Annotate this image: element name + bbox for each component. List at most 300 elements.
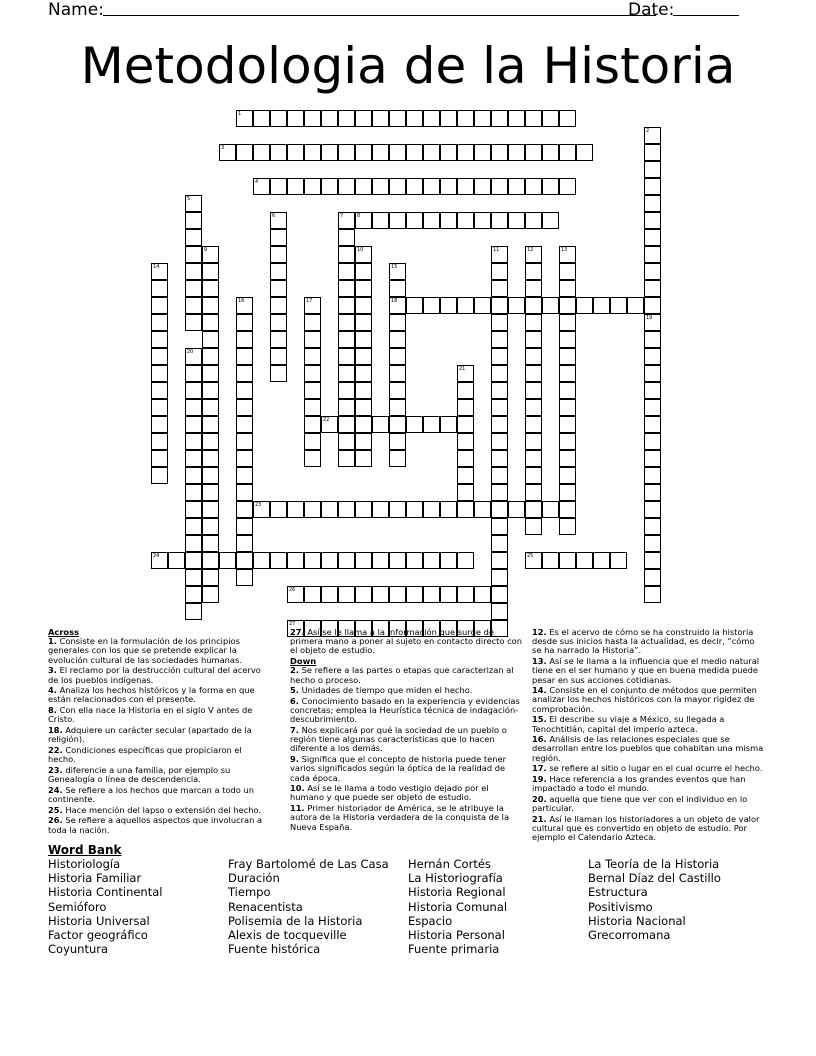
grid-cell[interactable] <box>644 450 661 467</box>
grid-cell[interactable] <box>304 382 321 399</box>
grid-cell[interactable] <box>406 297 423 314</box>
grid-cell[interactable] <box>236 450 253 467</box>
grid-cell[interactable] <box>236 535 253 552</box>
grid-cell[interactable] <box>338 552 355 569</box>
grid-cell[interactable] <box>457 450 474 467</box>
grid-cell[interactable] <box>151 331 168 348</box>
grid-cell[interactable] <box>644 348 661 365</box>
grid-cell[interactable] <box>270 331 287 348</box>
grid-cell[interactable] <box>321 144 338 161</box>
grid-cell[interactable] <box>440 586 457 603</box>
grid-cell[interactable] <box>185 433 202 450</box>
grid-cell[interactable] <box>338 110 355 127</box>
grid-cell[interactable] <box>151 399 168 416</box>
grid-cell[interactable] <box>151 280 168 297</box>
grid-cell[interactable] <box>644 501 661 518</box>
grid-cell[interactable] <box>338 348 355 365</box>
grid-cell[interactable] <box>287 144 304 161</box>
grid-cell[interactable] <box>236 144 253 161</box>
grid-cell[interactable] <box>236 399 253 416</box>
grid-cell[interactable] <box>185 246 202 263</box>
grid-cell[interactable] <box>559 416 576 433</box>
grid-cell[interactable] <box>406 416 423 433</box>
grid-cell[interactable] <box>457 399 474 416</box>
grid-cell[interactable] <box>287 552 304 569</box>
grid-cell[interactable] <box>559 467 576 484</box>
grid-cell[interactable] <box>338 501 355 518</box>
grid-cell[interactable] <box>151 314 168 331</box>
grid-cell[interactable] <box>253 552 270 569</box>
grid-cell[interactable] <box>355 450 372 467</box>
grid-cell[interactable] <box>287 501 304 518</box>
grid-cell[interactable] <box>559 433 576 450</box>
grid-cell[interactable] <box>644 535 661 552</box>
grid-cell[interactable] <box>440 297 457 314</box>
grid-cell[interactable] <box>508 297 525 314</box>
grid-cell[interactable] <box>185 365 202 382</box>
grid-cell[interactable] <box>491 433 508 450</box>
grid-cell[interactable] <box>355 178 372 195</box>
grid-cell[interactable] <box>236 433 253 450</box>
grid-cell[interactable] <box>491 314 508 331</box>
grid-cell[interactable] <box>491 518 508 535</box>
grid-cell[interactable] <box>202 416 219 433</box>
grid-cell[interactable] <box>389 144 406 161</box>
grid-cell[interactable] <box>406 110 423 127</box>
grid-cell[interactable] <box>508 110 525 127</box>
grid-cell[interactable] <box>491 603 508 620</box>
grid-cell[interactable] <box>304 586 321 603</box>
grid-cell[interactable] <box>355 110 372 127</box>
grid-cell[interactable] <box>389 586 406 603</box>
grid-cell[interactable] <box>372 212 389 229</box>
grid-cell[interactable] <box>423 178 440 195</box>
grid-cell[interactable] <box>593 552 610 569</box>
grid-cell[interactable] <box>406 552 423 569</box>
grid-cell[interactable] <box>559 110 576 127</box>
grid-cell[interactable] <box>236 484 253 501</box>
grid-cell[interactable] <box>304 331 321 348</box>
grid-cell[interactable] <box>491 552 508 569</box>
grid-cell[interactable] <box>525 501 542 518</box>
grid-cell[interactable] <box>457 433 474 450</box>
grid-cell[interactable] <box>389 433 406 450</box>
grid-cell[interactable] <box>542 552 559 569</box>
grid-cell[interactable] <box>644 331 661 348</box>
grid-cell[interactable] <box>185 518 202 535</box>
grid-cell[interactable] <box>202 331 219 348</box>
grid-cell[interactable] <box>389 382 406 399</box>
grid-cell[interactable] <box>508 501 525 518</box>
grid-cell[interactable] <box>389 416 406 433</box>
grid-cell[interactable] <box>474 212 491 229</box>
grid-cell[interactable] <box>559 552 576 569</box>
grid-cell[interactable] <box>202 263 219 280</box>
grid-cell[interactable] <box>151 416 168 433</box>
grid-cell[interactable] <box>372 552 389 569</box>
grid-cell[interactable] <box>304 348 321 365</box>
grid-cell[interactable] <box>423 110 440 127</box>
grid-cell[interactable] <box>185 314 202 331</box>
grid-cell[interactable] <box>338 229 355 246</box>
grid-cell[interactable] <box>389 314 406 331</box>
grid-cell[interactable] <box>185 280 202 297</box>
grid-cell[interactable] <box>525 314 542 331</box>
grid-cell[interactable] <box>338 144 355 161</box>
grid-cell[interactable] <box>270 552 287 569</box>
grid-cell[interactable] <box>372 586 389 603</box>
grid-cell[interactable] <box>644 467 661 484</box>
grid-cell[interactable] <box>440 416 457 433</box>
grid-cell[interactable] <box>525 263 542 280</box>
grid-cell[interactable] <box>236 382 253 399</box>
grid-cell[interactable] <box>338 314 355 331</box>
grid-cell[interactable] <box>270 297 287 314</box>
grid-cell[interactable] <box>185 382 202 399</box>
grid-cell[interactable] <box>202 569 219 586</box>
grid-cell[interactable] <box>355 501 372 518</box>
grid-cell[interactable] <box>610 297 627 314</box>
grid-cell[interactable] <box>457 484 474 501</box>
grid-cell[interactable] <box>185 569 202 586</box>
grid-cell[interactable] <box>202 297 219 314</box>
grid-cell[interactable] <box>253 110 270 127</box>
grid-cell[interactable] <box>525 382 542 399</box>
grid-cell[interactable] <box>202 314 219 331</box>
grid-cell[interactable] <box>457 501 474 518</box>
grid-cell[interactable] <box>542 178 559 195</box>
grid-cell[interactable] <box>270 246 287 263</box>
grid-cell[interactable] <box>525 518 542 535</box>
grid-cell[interactable] <box>491 365 508 382</box>
grid-cell[interactable] <box>151 348 168 365</box>
grid-cell[interactable] <box>236 416 253 433</box>
grid-cell[interactable] <box>491 212 508 229</box>
grid-cell[interactable] <box>644 229 661 246</box>
grid-cell[interactable] <box>559 331 576 348</box>
grid-cell[interactable] <box>185 263 202 280</box>
grid-cell[interactable] <box>406 178 423 195</box>
grid-cell[interactable] <box>355 399 372 416</box>
grid-cell[interactable] <box>525 144 542 161</box>
grid-cell[interactable] <box>338 365 355 382</box>
grid-cell[interactable] <box>508 212 525 229</box>
grid-cell[interactable] <box>610 552 627 569</box>
grid-cell[interactable] <box>287 178 304 195</box>
grid-cell[interactable] <box>355 314 372 331</box>
grid-cell[interactable] <box>202 484 219 501</box>
grid-cell[interactable] <box>304 399 321 416</box>
grid-cell[interactable] <box>644 518 661 535</box>
grid-cell[interactable] <box>236 331 253 348</box>
grid-cell[interactable] <box>389 348 406 365</box>
grid-cell[interactable] <box>304 110 321 127</box>
grid-cell[interactable] <box>168 552 185 569</box>
grid-cell[interactable] <box>559 178 576 195</box>
grid-cell[interactable] <box>457 586 474 603</box>
grid-cell[interactable] <box>559 399 576 416</box>
grid-cell[interactable] <box>304 433 321 450</box>
grid-cell[interactable] <box>236 518 253 535</box>
grid-cell[interactable] <box>185 501 202 518</box>
grid-cell[interactable] <box>491 569 508 586</box>
grid-cell[interactable] <box>644 161 661 178</box>
grid-cell[interactable] <box>525 467 542 484</box>
grid-cell[interactable] <box>559 348 576 365</box>
grid-cell[interactable] <box>389 178 406 195</box>
grid-cell[interactable] <box>491 331 508 348</box>
grid-cell[interactable] <box>644 586 661 603</box>
grid-cell[interactable] <box>185 586 202 603</box>
grid-cell[interactable] <box>321 110 338 127</box>
grid-cell[interactable] <box>576 144 593 161</box>
grid-cell[interactable] <box>338 246 355 263</box>
grid-cell[interactable] <box>491 501 508 518</box>
grid-cell[interactable] <box>270 314 287 331</box>
grid-cell[interactable] <box>185 535 202 552</box>
grid-cell[interactable] <box>559 518 576 535</box>
grid-cell[interactable] <box>440 212 457 229</box>
grid-cell[interactable] <box>491 348 508 365</box>
grid-cell[interactable] <box>491 467 508 484</box>
grid-cell[interactable] <box>491 144 508 161</box>
grid-cell[interactable] <box>457 297 474 314</box>
grid-cell[interactable] <box>338 433 355 450</box>
grid-cell[interactable] <box>644 416 661 433</box>
grid-cell[interactable] <box>355 382 372 399</box>
grid-cell[interactable] <box>457 144 474 161</box>
grid-cell[interactable] <box>644 484 661 501</box>
grid-cell[interactable] <box>491 450 508 467</box>
grid-cell[interactable] <box>559 501 576 518</box>
grid-cell[interactable] <box>202 552 219 569</box>
grid-cell[interactable] <box>389 212 406 229</box>
grid-cell[interactable] <box>491 178 508 195</box>
grid-cell[interactable] <box>355 297 372 314</box>
grid-cell[interactable] <box>423 501 440 518</box>
grid-cell[interactable] <box>559 484 576 501</box>
grid-cell[interactable] <box>389 365 406 382</box>
grid-cell[interactable] <box>525 331 542 348</box>
grid-cell[interactable] <box>406 501 423 518</box>
grid-cell[interactable] <box>457 467 474 484</box>
grid-cell[interactable] <box>236 467 253 484</box>
grid-cell[interactable] <box>457 416 474 433</box>
grid-cell[interactable] <box>389 399 406 416</box>
grid-cell[interactable] <box>474 144 491 161</box>
grid-cell[interactable] <box>270 229 287 246</box>
grid-cell[interactable] <box>644 195 661 212</box>
grid-cell[interactable] <box>389 331 406 348</box>
grid-cell[interactable] <box>185 603 202 620</box>
grid-cell[interactable] <box>304 365 321 382</box>
grid-cell[interactable] <box>372 110 389 127</box>
grid-cell[interactable] <box>474 501 491 518</box>
grid-cell[interactable] <box>151 450 168 467</box>
grid-cell[interactable] <box>491 484 508 501</box>
grid-cell[interactable] <box>559 144 576 161</box>
grid-cell[interactable] <box>338 280 355 297</box>
grid-cell[interactable] <box>372 178 389 195</box>
grid-cell[interactable] <box>253 144 270 161</box>
grid-cell[interactable] <box>542 212 559 229</box>
grid-cell[interactable] <box>185 467 202 484</box>
grid-cell[interactable] <box>576 297 593 314</box>
grid-cell[interactable] <box>338 450 355 467</box>
grid-cell[interactable] <box>440 178 457 195</box>
grid-cell[interactable] <box>338 382 355 399</box>
grid-cell[interactable] <box>202 280 219 297</box>
grid-cell[interactable] <box>355 433 372 450</box>
grid-cell[interactable] <box>508 144 525 161</box>
grid-cell[interactable] <box>525 348 542 365</box>
grid-cell[interactable] <box>270 348 287 365</box>
grid-cell[interactable] <box>304 416 321 433</box>
grid-cell[interactable] <box>151 433 168 450</box>
grid-cell[interactable] <box>355 144 372 161</box>
grid-cell[interactable] <box>202 433 219 450</box>
grid-cell[interactable] <box>338 586 355 603</box>
grid-cell[interactable] <box>525 212 542 229</box>
grid-cell[interactable] <box>355 263 372 280</box>
grid-cell[interactable] <box>525 399 542 416</box>
grid-cell[interactable] <box>202 365 219 382</box>
grid-cell[interactable] <box>389 552 406 569</box>
grid-cell[interactable] <box>355 586 372 603</box>
grid-cell[interactable] <box>355 348 372 365</box>
grid-cell[interactable] <box>287 110 304 127</box>
grid-cell[interactable] <box>406 586 423 603</box>
grid-cell[interactable] <box>644 280 661 297</box>
grid-cell[interactable] <box>644 399 661 416</box>
grid-cell[interactable] <box>423 552 440 569</box>
grid-cell[interactable] <box>389 110 406 127</box>
grid-cell[interactable] <box>185 297 202 314</box>
grid-cell[interactable] <box>338 297 355 314</box>
grid-cell[interactable] <box>304 144 321 161</box>
grid-cell[interactable] <box>270 178 287 195</box>
grid-cell[interactable] <box>491 535 508 552</box>
grid-cell[interactable] <box>202 518 219 535</box>
grid-cell[interactable] <box>304 552 321 569</box>
grid-cell[interactable] <box>525 450 542 467</box>
grid-cell[interactable] <box>321 552 338 569</box>
grid-cell[interactable] <box>202 450 219 467</box>
grid-cell[interactable] <box>559 297 576 314</box>
grid-cell[interactable] <box>304 178 321 195</box>
grid-cell[interactable] <box>202 467 219 484</box>
grid-cell[interactable] <box>236 314 253 331</box>
grid-cell[interactable] <box>542 110 559 127</box>
grid-cell[interactable] <box>338 399 355 416</box>
grid-cell[interactable] <box>202 586 219 603</box>
grid-cell[interactable] <box>491 399 508 416</box>
grid-cell[interactable] <box>219 552 236 569</box>
grid-cell[interactable] <box>185 552 202 569</box>
grid-cell[interactable] <box>355 331 372 348</box>
grid-cell[interactable] <box>202 399 219 416</box>
grid-cell[interactable] <box>270 501 287 518</box>
grid-cell[interactable] <box>474 586 491 603</box>
grid-cell[interactable] <box>525 416 542 433</box>
grid-cell[interactable] <box>151 382 168 399</box>
grid-cell[interactable] <box>185 229 202 246</box>
grid-cell[interactable] <box>542 297 559 314</box>
grid-cell[interactable] <box>355 365 372 382</box>
grid-cell[interactable] <box>372 416 389 433</box>
grid-cell[interactable] <box>559 365 576 382</box>
grid-cell[interactable] <box>559 450 576 467</box>
grid-cell[interactable] <box>270 280 287 297</box>
grid-cell[interactable] <box>338 331 355 348</box>
grid-cell[interactable] <box>644 569 661 586</box>
grid-cell[interactable] <box>338 263 355 280</box>
grid-cell[interactable] <box>185 399 202 416</box>
grid-cell[interactable] <box>525 484 542 501</box>
grid-cell[interactable] <box>644 552 661 569</box>
grid-cell[interactable] <box>491 382 508 399</box>
grid-cell[interactable] <box>406 212 423 229</box>
grid-cell[interactable] <box>457 552 474 569</box>
grid-cell[interactable] <box>423 144 440 161</box>
grid-cell[interactable] <box>559 382 576 399</box>
grid-cell[interactable] <box>185 416 202 433</box>
grid-cell[interactable] <box>457 110 474 127</box>
grid-cell[interactable] <box>338 178 355 195</box>
grid-cell[interactable] <box>559 314 576 331</box>
grid-cell[interactable] <box>423 212 440 229</box>
grid-cell[interactable] <box>440 110 457 127</box>
grid-cell[interactable] <box>304 501 321 518</box>
grid-cell[interactable] <box>559 263 576 280</box>
grid-cell[interactable] <box>644 297 661 314</box>
grid-cell[interactable] <box>525 110 542 127</box>
grid-cell[interactable] <box>372 501 389 518</box>
grid-cell[interactable] <box>525 433 542 450</box>
grid-cell[interactable] <box>644 263 661 280</box>
grid-cell[interactable] <box>644 212 661 229</box>
grid-cell[interactable] <box>185 212 202 229</box>
grid-cell[interactable] <box>644 382 661 399</box>
grid-cell[interactable] <box>151 467 168 484</box>
grid-cell[interactable] <box>542 144 559 161</box>
grid-cell[interactable] <box>457 178 474 195</box>
grid-cell[interactable] <box>491 263 508 280</box>
grid-cell[interactable] <box>389 450 406 467</box>
grid-cell[interactable] <box>491 297 508 314</box>
grid-cell[interactable] <box>355 552 372 569</box>
grid-cell[interactable] <box>270 365 287 382</box>
grid-cell[interactable] <box>236 552 253 569</box>
grid-cell[interactable] <box>644 246 661 263</box>
grid-cell[interactable] <box>440 552 457 569</box>
grid-cell[interactable] <box>406 144 423 161</box>
grid-cell[interactable] <box>491 586 508 603</box>
grid-cell[interactable] <box>270 144 287 161</box>
grid-cell[interactable] <box>525 297 542 314</box>
grid-cell[interactable] <box>593 297 610 314</box>
grid-cell[interactable] <box>474 297 491 314</box>
grid-cell[interactable] <box>321 586 338 603</box>
grid-cell[interactable] <box>423 586 440 603</box>
grid-cell[interactable] <box>491 280 508 297</box>
grid-cell[interactable] <box>627 297 644 314</box>
grid-cell[interactable] <box>185 450 202 467</box>
grid-cell[interactable] <box>355 280 372 297</box>
grid-cell[interactable] <box>236 365 253 382</box>
grid-cell[interactable] <box>542 501 559 518</box>
grid-cell[interactable] <box>151 365 168 382</box>
